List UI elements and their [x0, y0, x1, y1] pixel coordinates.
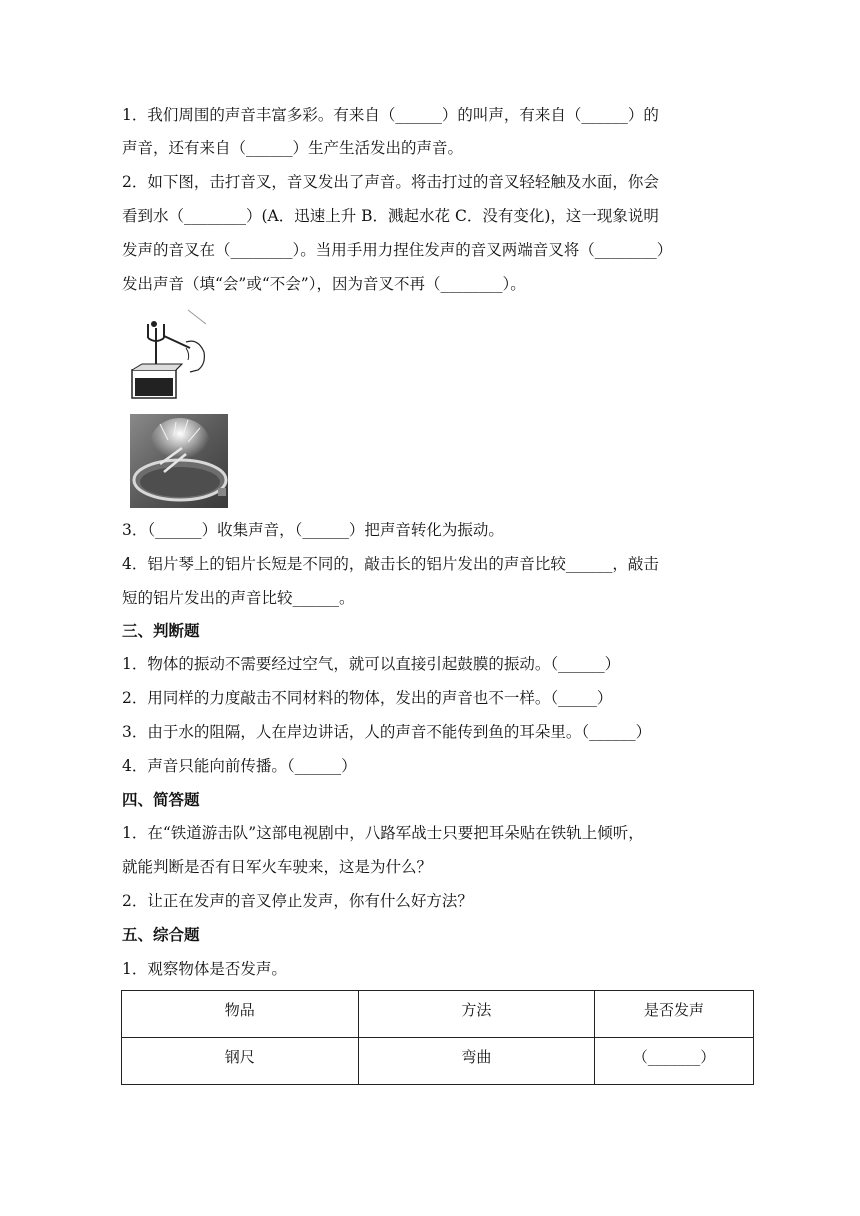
table-cell: 弯曲: [358, 1038, 595, 1085]
table-header-row: [122, 991, 754, 1038]
tuning-fork-strike-illustration: [128, 308, 210, 400]
q2-1-line2: 声音，还有来自（______）生产生活发出的声音。: [122, 139, 464, 157]
answer-blank-cell[interactable]: （_______）: [595, 1038, 754, 1085]
short-answer-1-line1: 1．在“铁道游击队”这部电视剧中，八路军战士只要把耳朵贴在铁轨上倾听，: [122, 824, 644, 842]
comprehensive-1: 1．观察物体是否发声。: [122, 960, 287, 978]
water-splash-photo: [130, 414, 228, 508]
table-header-cell: 物品: [122, 991, 359, 1038]
q2-2-line1: 2．如下图，击打音叉，音叉发出了声音。将击打过的音叉轻轻触及水面，你会: [122, 173, 659, 191]
table-header-cell: 是否发声: [595, 991, 754, 1038]
short-answer-1-line2: 就能判断是否有日军火车驶来，这是为什么？: [122, 858, 433, 876]
section3-heading: 三、判断题: [122, 622, 200, 640]
section4-heading: 四、简答题: [122, 791, 200, 809]
judge-item-3: 3．由于水的阻隔，人在岸边讲话，人的声音不能传到鱼的耳朵里。（______）: [122, 723, 652, 741]
q2-4-line1: 4．铝片琴上的铝片长短是不同的，敲击长的铝片发出的声音比较______，敲击: [122, 555, 659, 573]
q2-3: 3．（______）收集声音，（______）把声音转化为振动。: [122, 521, 504, 539]
q2-2-line2: 看到水（________）(A．迅速上升 B．溅起水花 C．没有变化)，这一现象说明: [122, 207, 659, 225]
table-row: [122, 1038, 754, 1085]
judge-item-4: 4．声音只能向前传播。（______）: [122, 757, 357, 775]
q2-2-line3: 发声的音叉在（________）。当用手用力捏住发声的音叉两端音叉将（________）: [122, 241, 673, 259]
q2-1-line1: 1．我们周围的声音丰富多彩。有来自（______）的叫声，有来自（______）的: [122, 106, 659, 124]
short-answer-2: 2．让正在发声的音叉停止发声，你有什么好方法？: [122, 892, 473, 910]
q2-2-line4: 发出声音（填“会”或“不会”），因为音叉不再（________）。: [122, 275, 526, 293]
judge-item-1: 1．物体的振动不需要经过空气，就可以直接引起鼓膜的振动。（______）: [122, 655, 621, 673]
table-cell: 钢尺: [122, 1038, 359, 1085]
q2-4-line2: 短的铝片发出的声音比较______。: [122, 589, 355, 607]
observation-table: [121, 990, 754, 1085]
table-header-cell: 方法: [358, 991, 595, 1038]
judge-item-2: 2．用同样的力度敲击不同材料的物体，发出的声音也不一样。（_____）: [122, 689, 613, 707]
section5-heading: 五、综合题: [122, 926, 200, 944]
